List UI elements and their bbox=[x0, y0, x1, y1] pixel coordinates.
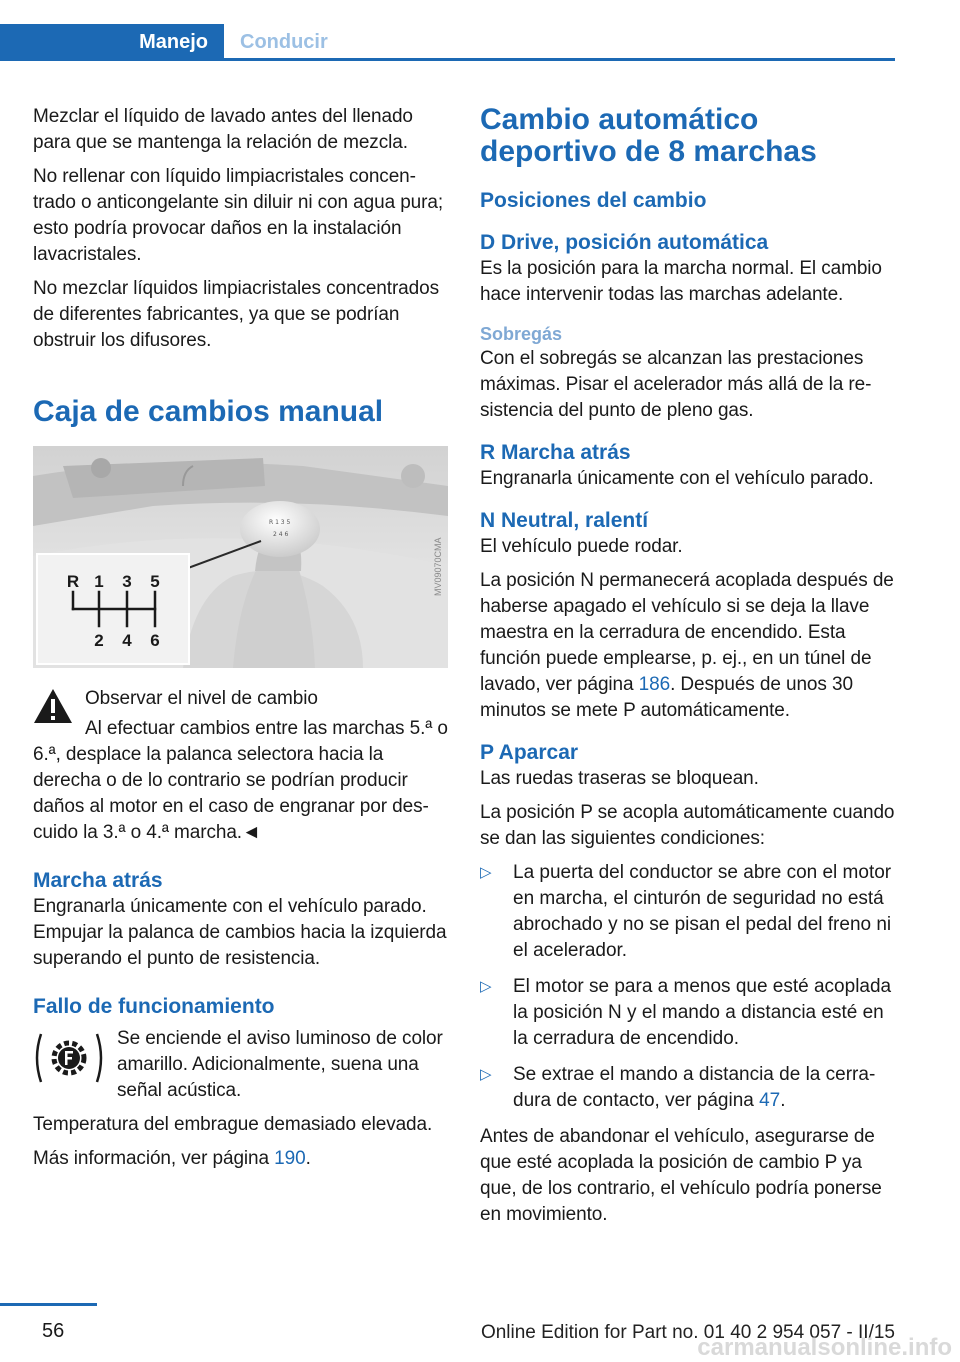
header-rule bbox=[0, 58, 895, 61]
page-link-190[interactable]: 190 bbox=[274, 1148, 306, 1169]
right-column bbox=[480, 104, 898, 1236]
final-body: Antes de abandonar el vehículo, asegurarse de que esté acoplada la posición de cambio P ya que, de los contrario, el vehículo podría ponerse en movimiento. bbox=[480, 1126, 882, 1225]
gearshift-illustration bbox=[33, 446, 448, 668]
triangle-bullet-icon: ▷ bbox=[480, 1066, 492, 1083]
watermark: carmanualsonline.info bbox=[697, 1334, 952, 1361]
heading-neutral: N Neutral, ralentí bbox=[480, 509, 649, 532]
warning-block bbox=[33, 686, 449, 712]
heading-reverse: Marcha atrás bbox=[33, 869, 163, 892]
gear-label: 2 bbox=[94, 631, 104, 650]
park-body-1: Las ruedas traseras se bloquean. bbox=[480, 768, 759, 789]
clutch-temp-body: Temperatura del embrague demasiado elevada. bbox=[33, 1114, 433, 1135]
svg-text:2 4 6: 2 4 6 bbox=[273, 531, 289, 538]
heading-malfunction: Fallo de funcionamiento bbox=[33, 995, 275, 1018]
left-column bbox=[33, 104, 449, 1180]
neutral-body-1: El vehículo puede rodar. bbox=[480, 536, 683, 557]
triangle-bullet-icon: ▷ bbox=[480, 978, 492, 995]
more-info bbox=[33, 1146, 449, 1172]
condition-text: El motor se para a menos que esté acoplada la posición N y el mando a distancia esté en la cerradura de encendido. bbox=[513, 976, 892, 1049]
park-body-2: La posición P se acopla automáticamente cuando se dan las siguientes condiciones: bbox=[480, 802, 895, 849]
gear-label: R bbox=[66, 572, 80, 591]
r-reverse-body: Engranarla únicamente con el vehículo parado. bbox=[480, 468, 874, 489]
edition-note: Online Edition for Part no. 01 40 2 954 057 - II/15 bbox=[480, 1322, 895, 1343]
more-info-text: Más información, ver página bbox=[33, 1148, 275, 1169]
heading-r-reverse: R Marcha atrás bbox=[480, 441, 631, 464]
svg-text:R 1 3 5: R 1 3 5 bbox=[269, 519, 291, 526]
list-item bbox=[480, 974, 898, 1052]
condition-text: La puerta del conductor se abre con el motor en marcha, el cinturón de seguridad no está abrochado y no se pisan el pedal del freno ni el acelerador. bbox=[513, 862, 892, 961]
paragraph-no-mix-brands: No mezclar líquidos limpiacristales concentrados de diferentes fabricantes, ya que se podrían obstruir los difusores. bbox=[33, 278, 439, 351]
malfunction-block bbox=[33, 1026, 449, 1104]
list-item bbox=[480, 1062, 898, 1114]
warning-title: Observar el nivel de cambio bbox=[85, 688, 318, 709]
neutral-body-2 bbox=[480, 568, 898, 724]
paragraph-no-concentrate: No rellenar con líquido limpiacristales concentrado o anticongelante sin diluir ni con agua pura; esto podría provocar daños en la instalación lavacristales. bbox=[33, 166, 444, 265]
footer-rule bbox=[0, 1303, 97, 1306]
tab-conducir[interactable]: Conducir bbox=[240, 31, 328, 53]
gear-label: 5 bbox=[150, 572, 160, 591]
paragraph-mix: Mezclar el líquido de lavado antes del llenado para que se mantenga la relación de mezcla. bbox=[33, 106, 413, 153]
heading-park: P Aparcar bbox=[480, 741, 579, 764]
malfunction-body: Se enciende el aviso luminoso de color amarillo. Adicionalmente, suena una señal acústica. bbox=[117, 1028, 443, 1101]
list-item bbox=[480, 860, 898, 964]
kickdown-body: Con el sobregás se alcanzan las prestaciones máximas. Pisar el acelerador más allá de la resistencia del punto de pleno gas. bbox=[480, 348, 872, 421]
transmission-fault-icon bbox=[33, 1030, 105, 1086]
condition-period: . bbox=[780, 1090, 786, 1111]
heading-kickdown: Sobregás bbox=[480, 324, 563, 344]
page-number: 56 bbox=[42, 1320, 65, 1342]
gear-label: 6 bbox=[150, 631, 160, 650]
triangle-bullet-icon: ▷ bbox=[480, 864, 492, 881]
gear-label: 4 bbox=[122, 631, 132, 650]
heading-automatic-transmission: Cambio automático deportivo de 8 marchas bbox=[480, 103, 817, 168]
heading-manual-gearbox: Caja de cambios manual bbox=[33, 395, 384, 428]
page-link-186[interactable]: 186 bbox=[638, 674, 671, 695]
warning-body: Al efectuar cambios entre las marchas 5.ª o 6.ª, desplace la palanca selectora hacia la derecha o de lo contrario se podrían producir daños al motor en el caso de engranar por descuido la 3.ª o 4.ª marcha.◄ bbox=[33, 718, 448, 843]
park-conditions-list bbox=[480, 860, 898, 1114]
heading-gear-positions: Posiciones del cambio bbox=[480, 189, 707, 212]
gearshift-photo bbox=[33, 446, 448, 668]
photo-code: MV09070CMA bbox=[433, 537, 443, 596]
tab-manejo[interactable]: Manejo bbox=[0, 24, 224, 61]
drive-body: Es la posición para la marcha normal. El cambio hace intervenir todas las marchas adelante. bbox=[480, 258, 882, 305]
more-info-period: . bbox=[305, 1148, 311, 1169]
neutral-text: La posición N permanecerá acoplada después de haberse apagado el vehículo si se deja la llave maestra en la cerradura de encendido. Esta función puede emplearse, p. ej., en un túnel de lavado, ver página bbox=[480, 570, 894, 695]
gear-label: 3 bbox=[122, 572, 132, 591]
gear-label: 1 bbox=[94, 572, 104, 591]
condition-text: Se extrae el mando a distancia de la cerradura de contacto, ver página bbox=[513, 1064, 876, 1111]
warning-triangle-icon bbox=[33, 688, 73, 724]
reverse-body: Engranarla únicamente con el vehículo parado. Empujar la palanca de cambios hacia la izquierda superando el punto de resistencia. bbox=[33, 896, 447, 969]
heading-drive: D Drive, posición automática bbox=[480, 231, 769, 254]
neutral-text-end: . Después de unos 30 minutos se mete P automáticamente. bbox=[480, 674, 853, 721]
page-link-47[interactable]: 47 bbox=[759, 1090, 781, 1111]
chapter-header bbox=[0, 24, 895, 62]
